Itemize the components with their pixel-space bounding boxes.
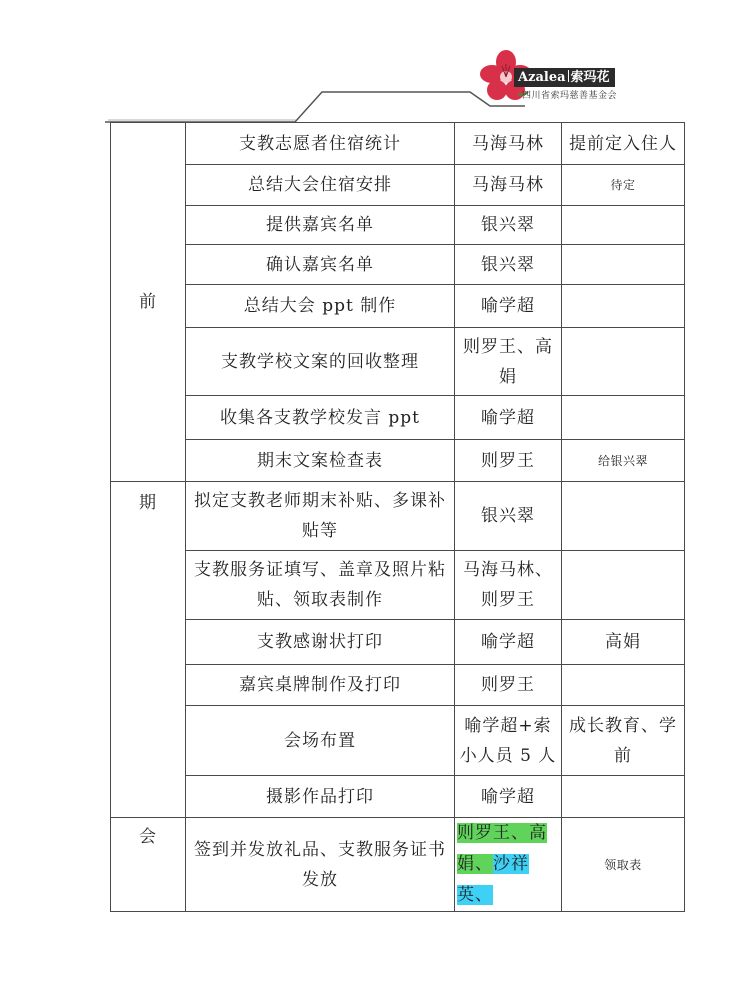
task-cell: 支教服务证填写、盖章及照片粘贴、领取表制作 (186, 551, 455, 620)
owner-cell: 马海马林 (455, 165, 562, 206)
table-row (111, 165, 685, 206)
owner-highlight-green-2: 娟、 (457, 854, 493, 874)
task-cell: 确认嘉宾名单 (186, 245, 455, 285)
owner-cell: 银兴翠 (455, 245, 562, 285)
owner-cell: 喻学超 (455, 285, 562, 328)
task-cell: 收集各支教学校发言 ppt (186, 396, 455, 440)
table-row (111, 396, 685, 440)
table-row (111, 245, 685, 285)
table-row (111, 328, 685, 396)
table-row (111, 440, 685, 482)
phase-cell-before-1: 前 (111, 123, 186, 482)
task-cell: 支教学校文案的回收整理 (186, 328, 455, 396)
note-cell: 领取表 (562, 818, 685, 912)
note-cell (562, 551, 685, 620)
note-cell (562, 328, 685, 396)
owner-highlight-green: 则罗王、高 (457, 823, 547, 843)
task-cell: 总结大会住宿安排 (186, 165, 455, 206)
logo-wordmark (514, 68, 615, 87)
task-cell: 摄影作品打印 (186, 776, 455, 818)
note-cell: 待定 (562, 165, 685, 206)
note-cell: 高娟 (562, 620, 685, 665)
owner-cell: 则罗王、高娟 (455, 328, 562, 396)
note-cell (562, 285, 685, 328)
table-row (111, 123, 685, 165)
task-cell: 支教志愿者住宿统计 (186, 123, 455, 165)
table-row (111, 818, 685, 912)
task-cell: 会场布置 (186, 706, 455, 776)
task-cell: 嘉宾桌牌制作及打印 (186, 665, 455, 706)
task-table (110, 122, 685, 912)
note-cell: 提前定入住人 (562, 123, 685, 165)
owner-cell-highlighted (455, 818, 562, 912)
task-cell: 签到并发放礼品、支教服务证书发放 (186, 818, 455, 912)
task-cell: 拟定支教老师期末补贴、多课补贴等 (186, 482, 455, 551)
note-cell (562, 482, 685, 551)
table-row (111, 776, 685, 818)
note-cell (562, 665, 685, 706)
owner-cell: 喻学超 (455, 620, 562, 665)
logo-org-name: 四川省索玛慈善基金会 (522, 91, 618, 101)
foundation-logo (478, 48, 638, 104)
owner-cell: 马海马林、则罗王 (455, 551, 562, 620)
logo-brand-cn: 索玛花 (570, 70, 610, 85)
owner-cell: 银兴翠 (455, 206, 562, 245)
task-cell: 期末文案检查表 (186, 440, 455, 482)
note-cell: 给银兴翠 (562, 440, 685, 482)
phase-cell-meeting: 会 (111, 818, 186, 912)
table-row (111, 620, 685, 665)
table-row (111, 206, 685, 245)
table-row (111, 665, 685, 706)
owner-highlight-cyan: 沙祥英、 (457, 854, 529, 905)
note-cell (562, 396, 685, 440)
owner-cell: 则罗王 (455, 665, 562, 706)
note-cell: 成长教育、学前 (562, 706, 685, 776)
note-cell (562, 776, 685, 818)
owner-cell: 银兴翠 (455, 482, 562, 551)
phase-cell-before-2: 期 (111, 482, 186, 818)
logo-brand-en: Azalea (518, 70, 566, 85)
owner-cell: 喻学超 (455, 396, 562, 440)
owner-cell: 马海马林 (455, 123, 562, 165)
task-cell: 总结大会 ppt 制作 (186, 285, 455, 328)
table-row (111, 285, 685, 328)
table-row (111, 551, 685, 620)
note-cell (562, 245, 685, 285)
owner-cell: 则罗王 (455, 440, 562, 482)
note-cell (562, 206, 685, 245)
owner-cell: 喻学超 (455, 776, 562, 818)
table-row (111, 482, 685, 551)
table-row (111, 706, 685, 776)
task-cell: 提供嘉宾名单 (186, 206, 455, 245)
owner-cell: 喻学超+索小人员 5 人 (455, 706, 562, 776)
task-cell: 支教感谢状打印 (186, 620, 455, 665)
